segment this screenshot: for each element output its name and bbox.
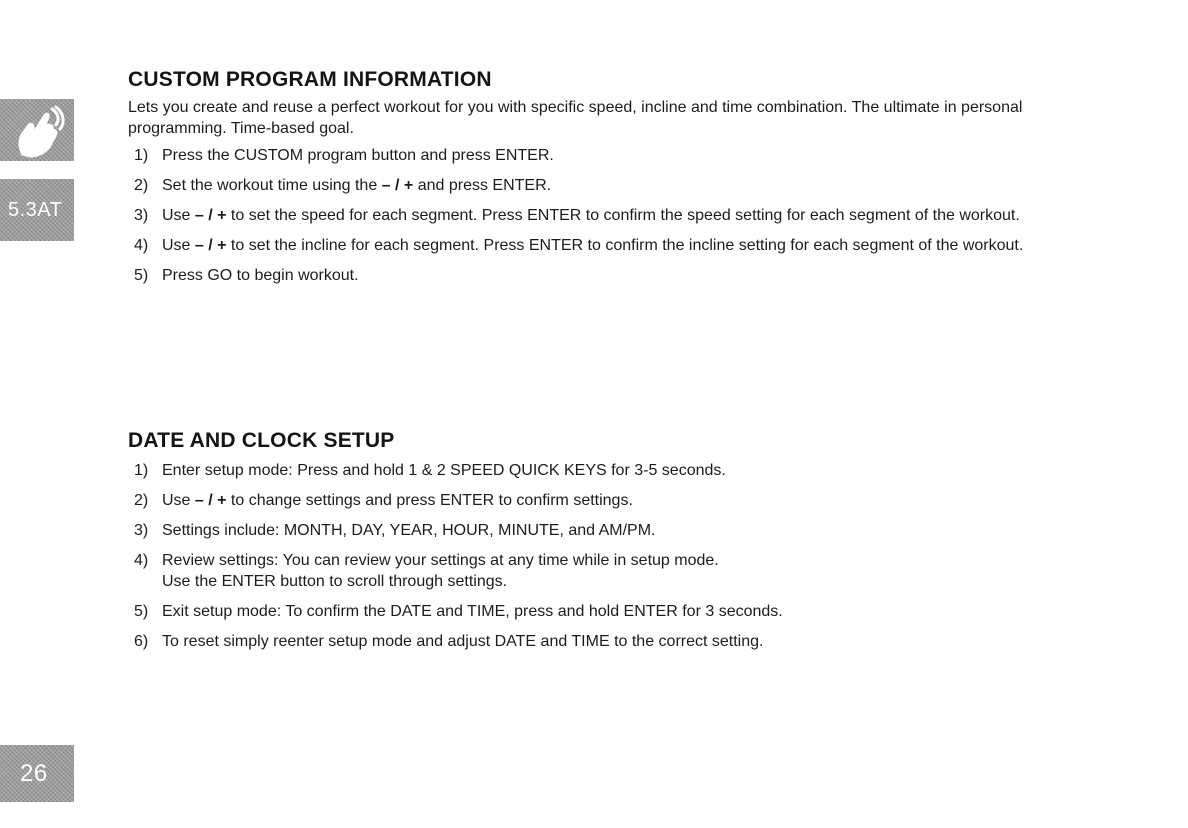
step-text-part: To reset simply reenter setup mode and adjust DATE and TIME to the correct setting. [162,633,764,650]
step-text-part: and press ENTER. [413,177,552,194]
step-text-part: Press the CUSTOM program button and press ENTER. [162,147,554,164]
step-text [162,460,1068,481]
list-item [128,520,1068,541]
step-number: 4) [134,237,149,254]
step-text-part: Exit setup mode: To confirm the DATE and TIME, press and hold ENTER for 3 seconds. [162,603,783,620]
step-number: 4) [134,552,149,569]
step-number: 2) [134,492,149,509]
step-text [162,520,1068,541]
step-text-part: Use [162,492,195,509]
step-text [162,601,1068,622]
step-text-part: to set the speed for each segment. Press ENTER to confirm the speed setting for each segment of the workout. [226,207,1020,224]
step-text [162,550,1068,592]
list-item [128,460,1068,481]
step-number: 5) [134,267,149,284]
step-text [162,265,1068,286]
step-number: 3) [134,522,149,539]
hand-pointer-icon [8,103,68,159]
step-number: 1) [134,147,149,164]
section-label: 5.3AT [8,198,63,221]
page-number: 26 [20,759,48,787]
list-item [128,175,1068,196]
date-clock-title: DATE AND CLOCK SETUP [128,429,395,452]
step-text-part: Use [162,237,195,254]
minus-plus-keys: – / + [381,177,414,194]
custom-program-steps [128,145,1068,286]
page-number-tab [0,745,74,802]
section-tab [0,179,74,241]
step-text-part: Use [162,207,195,224]
date-clock-steps [128,460,1068,652]
step-text [162,205,1068,226]
step-text [162,490,1068,511]
step-text-line2: Use the ENTER button to scroll through settings. [162,573,508,590]
step-text [162,631,1068,652]
step-text-part: Enter setup mode: Press and hold 1 & 2 SPEED QUICK KEYS for 3-5 seconds. [162,462,726,479]
step-text-part: Settings include: MONTH, DAY, YEAR, HOUR, MINUTE, and AM/PM. [162,522,656,539]
custom-program-title: CUSTOM PROGRAM INFORMATION [128,68,492,91]
list-item [128,550,1068,592]
list-item [128,235,1068,256]
minus-plus-keys: – / + [194,237,227,254]
list-item [128,631,1068,652]
custom-program-intro: Lets you create and reuse a perfect workout for you with specific speed, incline and time combination. The ultimate in personal programming. Time-based goal. [128,99,1023,137]
step-text [162,175,1068,196]
step-number: 3) [134,207,149,224]
step-text-part: Set the workout time using the [162,177,382,194]
step-number: 6) [134,633,149,650]
date-clock-section [128,428,1068,661]
list-item [128,490,1068,511]
step-text-part: Review settings: You can review your settings at any time while in setup mode. [162,552,719,569]
list-item [128,145,1068,166]
list-item [128,601,1068,622]
list-item [128,205,1068,226]
step-text [162,235,1068,256]
step-text-part: to change settings and press ENTER to confirm settings. [226,492,633,509]
step-text-part: Press GO to begin workout. [162,267,359,284]
step-text [162,145,1068,166]
minus-plus-keys: – / + [194,492,227,509]
step-number: 1) [134,462,149,479]
step-number: 5) [134,603,149,620]
minus-plus-keys: – / + [194,207,227,224]
custom-program-section [128,67,1068,295]
list-item [128,265,1068,286]
hand-tab [0,99,74,161]
step-text-part: to set the incline for each segment. Press ENTER to confirm the incline setting for each segment of the workout. [226,237,1024,254]
step-number: 2) [134,177,149,194]
